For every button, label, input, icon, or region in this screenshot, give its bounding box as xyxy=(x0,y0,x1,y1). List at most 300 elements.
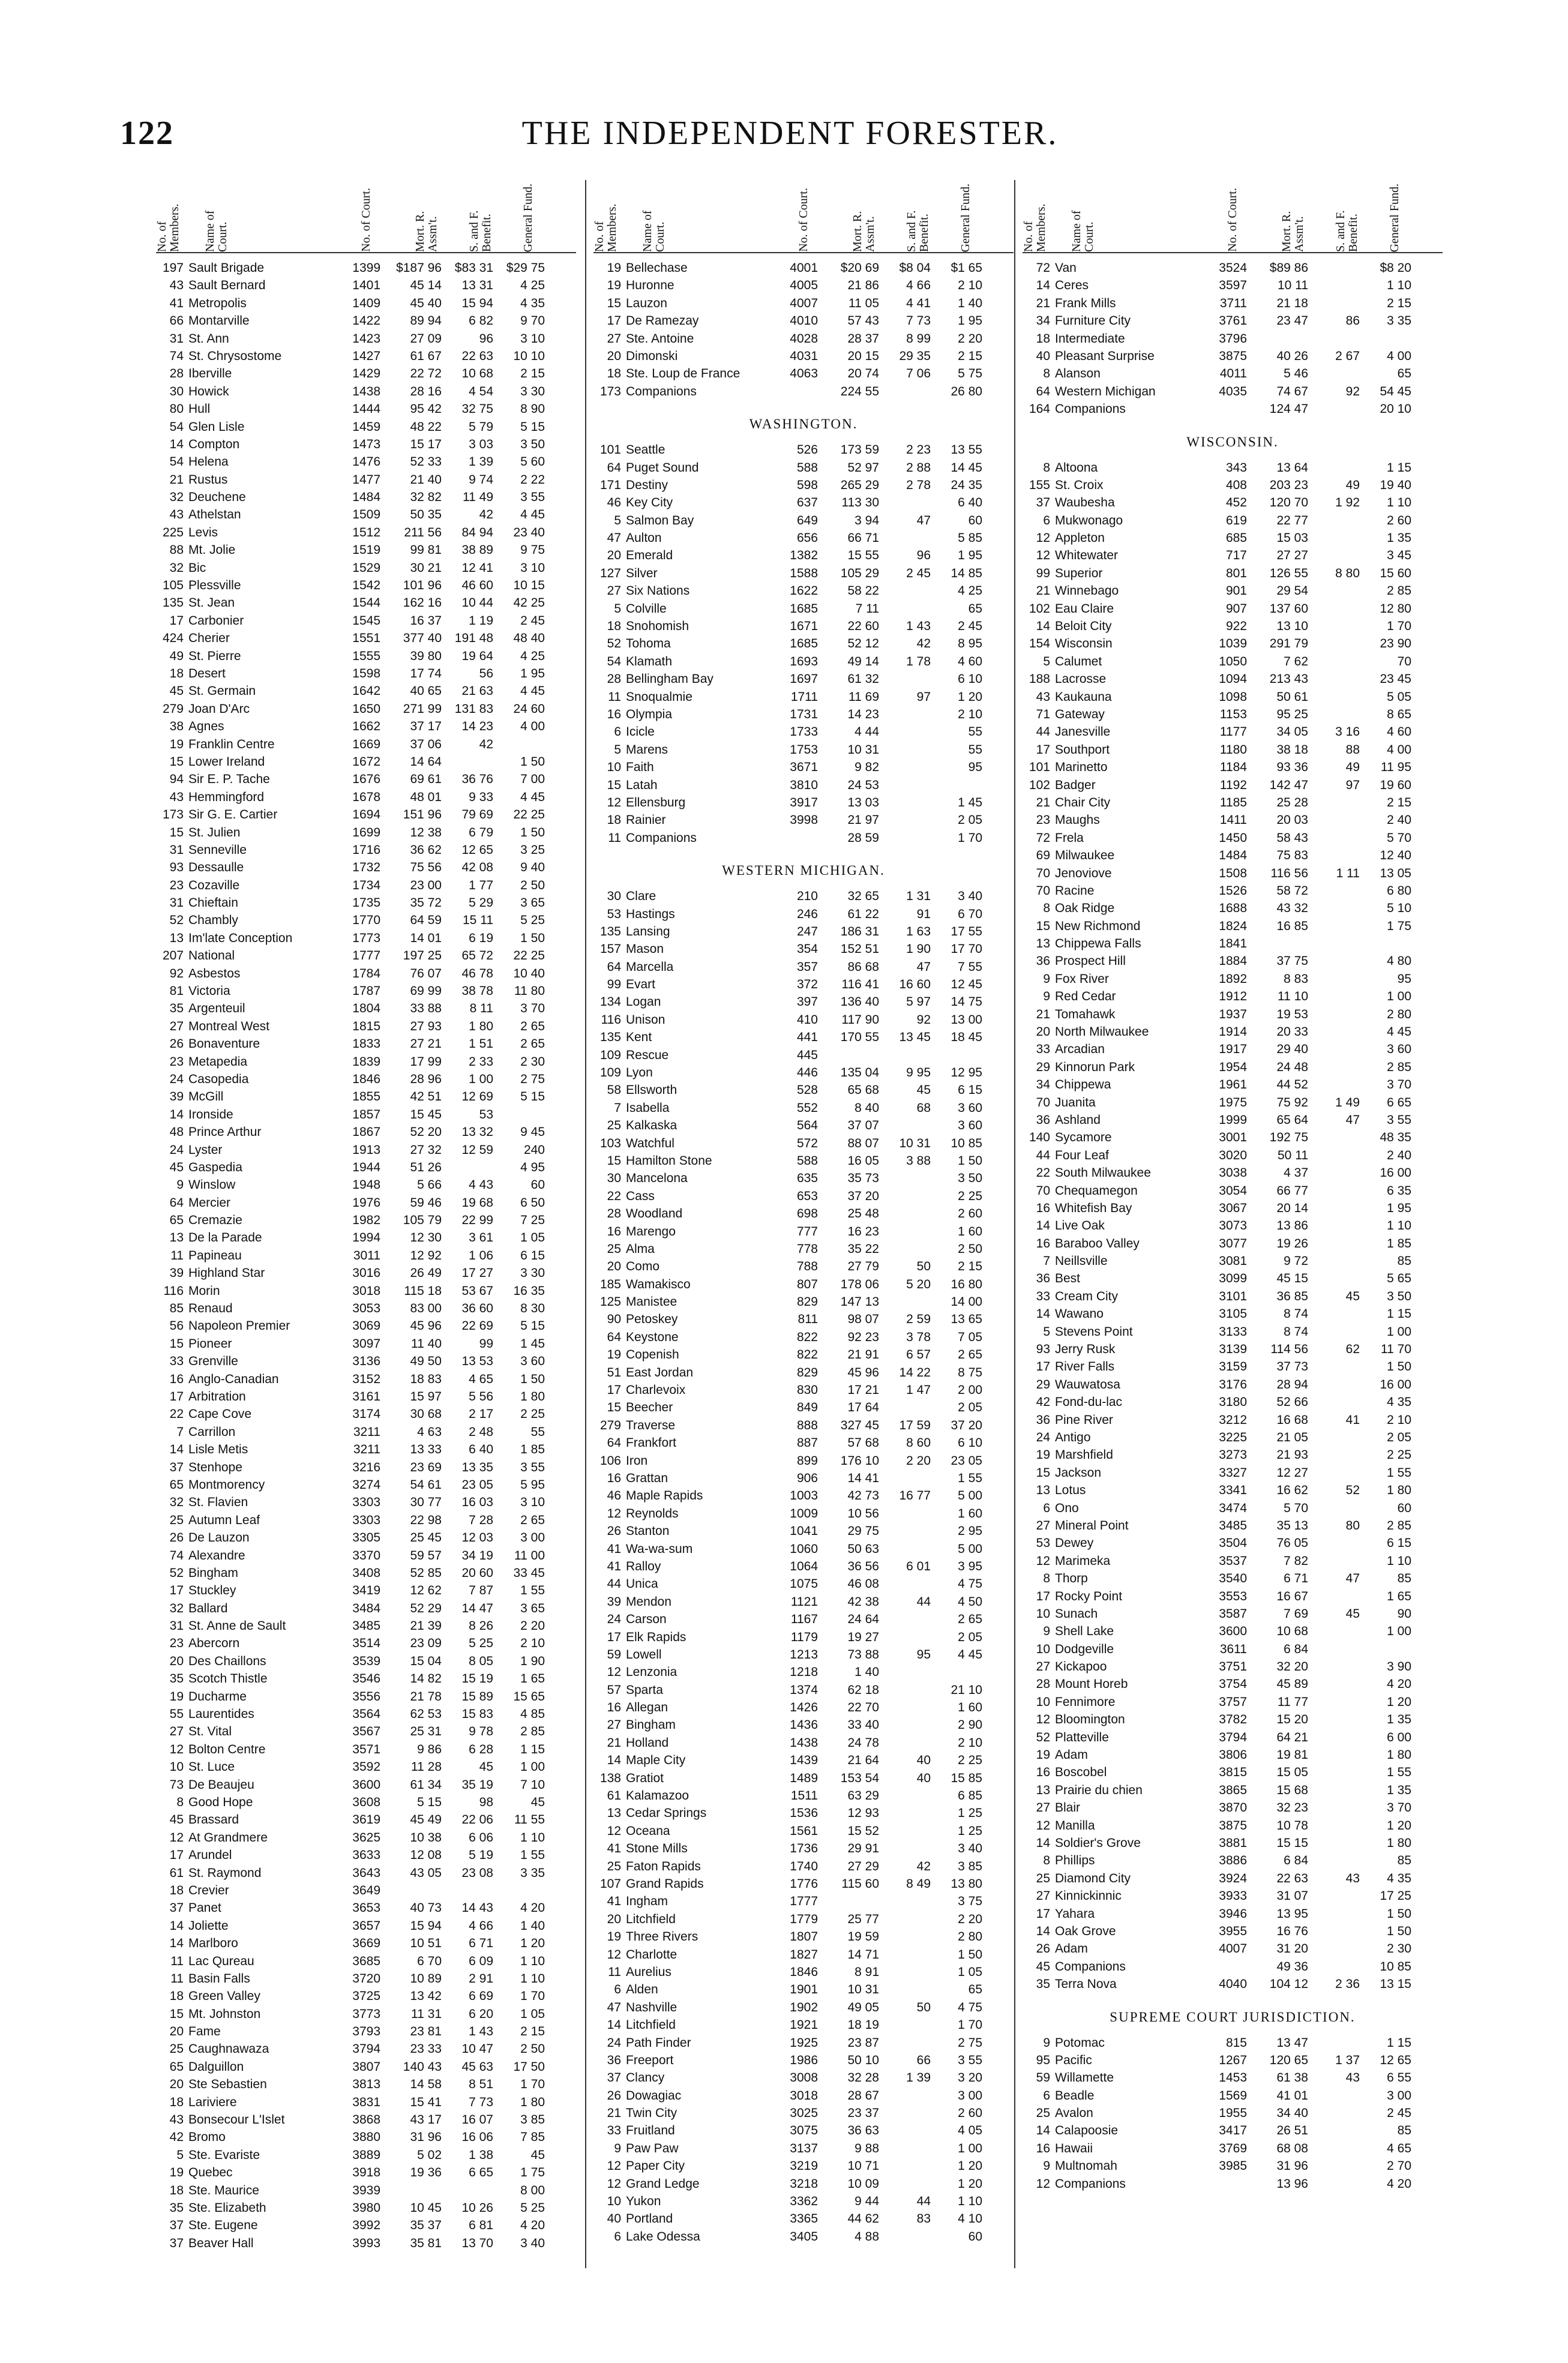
cell-court-no: 1401 xyxy=(352,278,380,293)
cell-members: 57 xyxy=(607,1683,621,1697)
cell-sick-funeral xyxy=(1312,1040,1363,1058)
table-row xyxy=(156,1564,576,1582)
cell-general-fund: 4 50 xyxy=(958,1594,982,1609)
cell-general-fund: 21 10 xyxy=(951,1683,982,1697)
cell-sick-funeral: 3 03 xyxy=(469,437,493,451)
cell-court-name: Unison xyxy=(626,1012,665,1027)
cell-general-fund: 33 45 xyxy=(513,1566,545,1580)
cell-members: 16 xyxy=(1036,1765,1050,1780)
cell-sick-funeral xyxy=(1312,1905,1363,1923)
cell-mortuary: 15 17 xyxy=(410,437,442,451)
cell-court-name: Appleton xyxy=(1055,531,1105,545)
cell-court-no: 3998 xyxy=(790,813,818,827)
cell-general-fund: $8 20 xyxy=(1380,261,1411,275)
cell-members: 36 xyxy=(607,2053,621,2067)
cell-sick-funeral: 1 37 xyxy=(1335,2053,1360,2067)
cell-general-fund: 5 15 xyxy=(520,419,545,434)
cell-court-name: Helena xyxy=(188,455,229,469)
cell-mortuary: 30 68 xyxy=(410,1407,442,1422)
cell-sick-funeral: 10 31 xyxy=(899,1136,931,1150)
table-row xyxy=(156,1212,576,1229)
cell-sick-funeral: 1 11 xyxy=(1336,866,1360,880)
cell-general-fund: 8 30 xyxy=(520,1302,545,1316)
cell-court-no: 1218 xyxy=(790,1665,818,1680)
cell-general-fund: 2 15 xyxy=(958,349,982,363)
cell-sick-funeral xyxy=(1312,1164,1363,1182)
cell-sick-funeral: 41 xyxy=(1345,1413,1360,1427)
cell-general-fund: 1 20 xyxy=(1387,1695,1411,1709)
cell-sick-funeral xyxy=(883,1188,934,1205)
cell-general-fund: 1 55 xyxy=(1387,1765,1411,1780)
cell-court-no: 1642 xyxy=(352,684,380,698)
cell-general-fund: 1 95 xyxy=(520,666,545,680)
cell-members: 279 xyxy=(162,701,184,716)
table-row xyxy=(593,1099,1014,1117)
cell-general-fund: 65 xyxy=(1397,367,1411,381)
cell-sick-funeral xyxy=(1312,1641,1363,1658)
cell-mortuary: 15 05 xyxy=(1276,1765,1308,1780)
cell-general-fund: 17 70 xyxy=(951,942,982,956)
cell-members: 41 xyxy=(607,1894,621,1909)
cell-sick-funeral: 4 66 xyxy=(906,278,931,293)
cell-sick-funeral: 12 03 xyxy=(461,1531,493,1545)
cell-court-name: Avalon xyxy=(1055,2106,1093,2121)
table-row xyxy=(156,330,576,347)
cell-court-no: 1429 xyxy=(352,367,380,381)
cell-sick-funeral xyxy=(1312,635,1363,652)
table-row xyxy=(593,617,1014,635)
cell-general-fund: 2 60 xyxy=(958,1207,982,1221)
cell-sick-funeral: 6 79 xyxy=(469,825,493,839)
cell-general-fund: 1 40 xyxy=(958,296,982,310)
cell-court-no: 637 xyxy=(796,496,818,510)
cell-court-no: 3657 xyxy=(352,1918,380,1933)
cell-court-no: 1733 xyxy=(790,725,818,739)
cell-court-name: Grand Ledge xyxy=(626,2176,700,2191)
cell-court-no: 3176 xyxy=(1219,1377,1247,1392)
table-row xyxy=(1023,547,1443,564)
cell-members: 125 xyxy=(599,1295,621,1309)
cell-mortuary: 98 07 xyxy=(847,1312,879,1327)
cell-members: 173 xyxy=(599,384,621,398)
cell-general-fund: 70 xyxy=(1397,654,1411,668)
cell-members: 9 xyxy=(176,1178,184,1192)
cell-general-fund: 3 65 xyxy=(520,896,545,910)
table-row xyxy=(156,841,576,859)
cell-members: 16 xyxy=(607,1701,621,1715)
cell-members: 59 xyxy=(607,1647,621,1662)
cell-mortuary: 21 91 xyxy=(847,1348,879,1362)
cell-court-name: Six Nations xyxy=(626,584,690,598)
cell-mortuary: 4 44 xyxy=(855,725,879,739)
cell-mortuary: 21 78 xyxy=(410,1689,442,1704)
cell-members: 25 xyxy=(607,1118,621,1133)
cell-court-name: At Grandmere xyxy=(188,1830,268,1845)
cell-court-name: Rescue xyxy=(626,1048,669,1062)
cell-court-name: Frank Mills xyxy=(1055,296,1116,310)
cell-court-no: 3597 xyxy=(1219,278,1247,293)
cell-sick-funeral: 1 63 xyxy=(906,924,931,938)
cell-members: 15 xyxy=(169,1336,184,1351)
cell-members: 101 xyxy=(599,443,621,457)
cell-sick-funeral: 15 83 xyxy=(461,1707,493,1722)
cell-mortuary: 65 68 xyxy=(847,1083,879,1097)
cell-mortuary: 17 99 xyxy=(410,1054,442,1069)
cell-general-fund: 12 40 xyxy=(1380,848,1411,863)
cell-members: 29 xyxy=(1036,1377,1050,1392)
table-row xyxy=(156,1688,576,1705)
cell-court-no: 3001 xyxy=(1219,1130,1247,1145)
cell-sick-funeral: 34 19 xyxy=(461,1548,493,1563)
cell-court-no: 588 xyxy=(796,1153,818,1168)
cell-mortuary: 137 60 xyxy=(1269,601,1308,616)
table-row xyxy=(1023,1147,1443,1164)
cell-court-name: Ste. Antoine xyxy=(626,331,694,346)
cell-court-no: 829 xyxy=(796,1295,818,1309)
cell-mortuary: 105 29 xyxy=(840,566,879,580)
cell-court-name: Pioneer xyxy=(188,1336,232,1351)
cell-court-name: Highland Star xyxy=(188,1266,265,1281)
cell-court-no: 3751 xyxy=(1219,1660,1247,1674)
cell-mortuary: 11 31 xyxy=(411,2007,442,2021)
cell-sick-funeral: 12 69 xyxy=(461,1090,493,1104)
cell-general-fund: 1 60 xyxy=(958,1701,982,1715)
cell-court-no: 807 xyxy=(796,1277,818,1291)
table-row xyxy=(156,700,576,718)
cell-court-name: Arbitration xyxy=(188,1390,246,1404)
cell-general-fund: 1 55 xyxy=(958,1471,982,1485)
cell-general-fund: 3 60 xyxy=(958,1100,982,1115)
cell-general-fund: 4 00 xyxy=(1387,349,1411,363)
table-row xyxy=(593,1381,1014,1399)
cell-sick-funeral xyxy=(1312,2087,1363,2104)
cell-members: 10 xyxy=(607,760,621,775)
cell-general-fund: 45 xyxy=(530,2148,545,2162)
table-row xyxy=(156,1776,576,1794)
cell-court-no: 1914 xyxy=(1219,1025,1247,1039)
cell-court-name: Stevens Point xyxy=(1055,1324,1133,1339)
cell-court-no: 830 xyxy=(796,1383,818,1398)
table-row xyxy=(156,1512,576,1529)
cell-members: 22 xyxy=(607,1189,621,1203)
cell-court-name: Huronne xyxy=(626,278,674,293)
cell-sick-funeral: 19 64 xyxy=(461,649,493,663)
cell-sick-funeral: 66 xyxy=(916,2053,931,2067)
column-1 xyxy=(156,180,576,2268)
cell-members: 105 xyxy=(162,578,184,593)
cell-general-fund xyxy=(934,1046,982,1064)
cell-sick-funeral: 50 xyxy=(916,1260,931,1274)
cell-court-name: St. Anne de Sault xyxy=(188,1619,286,1633)
table-row xyxy=(156,1229,576,1246)
cell-general-fund: 16 80 xyxy=(951,1277,982,1291)
cell-general-fund: 4 60 xyxy=(1387,725,1411,739)
table-row xyxy=(156,1000,576,1017)
cell-sick-funeral xyxy=(1312,1958,1363,1975)
cell-sick-funeral: 8 49 xyxy=(906,1876,931,1891)
cell-members: 55 xyxy=(169,1707,184,1722)
cell-court-name: Rustus xyxy=(188,472,228,487)
cell-court-name: St. Pierre xyxy=(188,649,241,663)
cell-general-fund: 6 00 xyxy=(1387,1730,1411,1744)
table-row xyxy=(1023,512,1443,529)
cell-members: 12 xyxy=(607,1665,621,1680)
table-row xyxy=(156,1494,576,1511)
cell-mortuary: 32 20 xyxy=(1276,1660,1308,1674)
table-row xyxy=(593,1081,1014,1099)
cell-members: 22 xyxy=(1036,1166,1050,1180)
cell-sick-funeral xyxy=(1312,1817,1363,1834)
cell-mortuary: 13 95 xyxy=(1276,1906,1308,1921)
table-row xyxy=(593,958,1014,976)
cell-mortuary: 105 79 xyxy=(403,1213,442,1228)
cell-mortuary: 35 37 xyxy=(410,2218,442,2233)
cell-court-no: 3537 xyxy=(1219,1554,1247,1568)
cell-court-name: Quebec xyxy=(188,2166,233,2180)
cell-mortuary: 36 62 xyxy=(410,842,442,857)
cell-sick-funeral xyxy=(1312,935,1363,952)
table-row xyxy=(593,1223,1014,1240)
table-row xyxy=(593,670,1014,688)
cell-members: 21 xyxy=(1036,296,1050,310)
cell-members: 7 xyxy=(176,1425,184,1439)
cell-court-name: Gratiot xyxy=(626,1771,664,1785)
cell-members: 92 xyxy=(169,966,184,980)
cell-mortuary: 22 70 xyxy=(847,1701,879,1715)
cell-court-name: Sault Brigade xyxy=(188,261,265,275)
cell-sick-funeral xyxy=(1312,1782,1363,1799)
cell-court-no: 3865 xyxy=(1219,1783,1247,1797)
cell-members: 21 xyxy=(1036,795,1050,809)
cell-court-name: Fox River xyxy=(1055,971,1109,986)
cell-sick-funeral xyxy=(1312,1887,1363,1905)
cell-members: 109 xyxy=(599,1066,621,1080)
table-row xyxy=(593,2087,1014,2104)
cell-members: 36 xyxy=(1036,1413,1050,1427)
cell-general-fund: 3 25 xyxy=(520,842,545,857)
cell-general-fund: 2 25 xyxy=(958,1753,982,1768)
table-rows xyxy=(1023,2034,1443,2193)
table-row xyxy=(1023,935,1443,952)
cell-sick-funeral: 46 60 xyxy=(461,578,493,593)
cell-court-name: Stanton xyxy=(626,1524,670,1539)
table-row xyxy=(593,529,1014,547)
cell-court-name: Stuckley xyxy=(188,1584,236,1598)
cell-sick-funeral: 14 23 xyxy=(461,719,493,734)
cell-court-name: McGill xyxy=(188,1090,224,1104)
cell-court-no: 3211 xyxy=(353,1425,380,1439)
cell-members: 39 xyxy=(169,1266,184,1281)
cell-sick-funeral xyxy=(1312,2104,1363,2122)
cell-court-name: Companions xyxy=(626,384,697,398)
cell-sick-funeral xyxy=(1312,1006,1363,1023)
table-row xyxy=(593,1716,1014,1734)
cell-general-fund: 2 50 xyxy=(520,878,545,892)
cell-general-fund: 2 25 xyxy=(958,1189,982,1203)
cell-general-fund: 23 90 xyxy=(1380,637,1411,651)
cell-court-name: Franklin Centre xyxy=(188,737,275,751)
cell-mortuary: 12 30 xyxy=(410,1231,442,1245)
cell-mortuary: 76 07 xyxy=(410,966,442,980)
cell-sick-funeral xyxy=(1312,811,1363,829)
cell-members: 15 xyxy=(607,1401,621,1415)
cell-mortuary: 12 08 xyxy=(410,1848,442,1863)
cell-court-name: Sycamore xyxy=(1055,1130,1112,1145)
cell-general-fund: 4 25 xyxy=(958,584,982,598)
cell-members: 9 xyxy=(614,2141,621,2155)
table-row xyxy=(593,776,1014,794)
table-row xyxy=(593,1188,1014,1205)
table-row xyxy=(156,1882,576,1899)
cell-general-fund: 4 75 xyxy=(958,2000,982,2014)
cell-court-no: 4007 xyxy=(1219,1942,1247,1956)
cell-court-name: Stone Mills xyxy=(626,1842,688,1856)
cell-court-no: 1693 xyxy=(790,654,818,668)
cell-members: 6 xyxy=(1043,1501,1050,1515)
cell-court-no: 3711 xyxy=(1219,296,1247,310)
cell-general-fund: 12 95 xyxy=(951,1066,982,1080)
cell-sick-funeral xyxy=(883,2228,934,2245)
table-row xyxy=(1023,2175,1443,2193)
cell-sick-funeral: 15 89 xyxy=(461,1689,493,1704)
cell-court-no: 3514 xyxy=(352,1636,380,1651)
table-row xyxy=(593,2069,1014,2086)
cell-members: 43 xyxy=(169,508,184,522)
cell-court-name: Tomahawk xyxy=(1055,1007,1116,1021)
cell-mortuary: 20 33 xyxy=(1276,1025,1308,1039)
table-row xyxy=(593,1240,1014,1258)
cell-court-no: 1427 xyxy=(352,349,380,363)
cell-general-fund: 1 15 xyxy=(1387,2035,1411,2050)
cell-mortuary: 327 45 xyxy=(840,1418,879,1432)
cell-members: 16 xyxy=(1036,1201,1050,1215)
cell-court-no: 441 xyxy=(796,1030,818,1045)
cell-general-fund: 1 60 xyxy=(958,1224,982,1239)
cell-members: 53 xyxy=(1036,1536,1050,1551)
cell-general-fund: 16 35 xyxy=(513,1284,545,1298)
table-row xyxy=(1023,1570,1443,1587)
cell-mortuary: 39 80 xyxy=(410,649,442,663)
cell-members: 8 xyxy=(1043,1572,1050,1586)
cell-mortuary: 28 94 xyxy=(1276,1377,1308,1392)
cell-general-fund: 1 50 xyxy=(1387,1906,1411,1921)
header-court: Name of Court. xyxy=(1070,210,1096,252)
cell-sick-funeral xyxy=(1312,1182,1363,1200)
cell-court-no: 3405 xyxy=(790,2229,818,2244)
cell-court-no: 1213 xyxy=(790,1647,818,1662)
cell-members: 17 xyxy=(169,1390,184,1404)
section-title-washington: WASHINGTON. xyxy=(749,416,858,432)
cell-members: 23 xyxy=(1036,813,1050,827)
table-row xyxy=(593,1928,1014,1945)
cell-mortuary: 32 65 xyxy=(847,889,879,904)
cell-mortuary: 5 66 xyxy=(417,1178,442,1192)
cell-sick-funeral: 32 75 xyxy=(461,402,493,416)
cell-court-name: Silver xyxy=(626,566,658,580)
cell-members: 35 xyxy=(169,2200,184,2215)
cell-members: 23 xyxy=(169,1636,184,1651)
cell-court-no: 1855 xyxy=(352,1090,380,1104)
table-row xyxy=(593,1205,1014,1222)
cell-general-fund: 1 70 xyxy=(1387,619,1411,634)
cell-mortuary: 59 57 xyxy=(410,1548,442,1563)
cell-sick-funeral: 53 xyxy=(479,1107,493,1121)
cell-mortuary: 377 40 xyxy=(403,631,442,646)
cell-general-fund: 2 85 xyxy=(1387,584,1411,598)
cell-court-no: 3097 xyxy=(352,1336,380,1351)
table-row xyxy=(1023,1270,1443,1287)
table-row xyxy=(156,877,576,894)
cell-members: 135 xyxy=(162,596,184,610)
cell-sick-funeral: 12 65 xyxy=(461,842,493,857)
cell-members: 6 xyxy=(614,725,621,739)
cell-court-no: 1519 xyxy=(352,543,380,557)
cell-mortuary: 14 82 xyxy=(410,1672,442,1686)
table-row xyxy=(593,1258,1014,1275)
cell-court-name: Ashland xyxy=(1055,1112,1101,1127)
cell-court-name: Alden xyxy=(626,1983,658,1997)
cell-general-fund: $1 65 xyxy=(951,261,982,275)
cell-general-fund: 6 15 xyxy=(958,1083,982,1097)
cell-court-name: Unica xyxy=(626,1577,658,1591)
cell-court-no: 3924 xyxy=(1219,1871,1247,1885)
cell-general-fund: 37 20 xyxy=(951,1418,982,1432)
table-row xyxy=(593,1135,1014,1152)
cell-mortuary: 42 73 xyxy=(847,1489,879,1503)
cell-members: 107 xyxy=(599,1876,621,1891)
cell-members: 157 xyxy=(599,942,621,956)
cell-court-name: Crevier xyxy=(188,1883,229,1897)
cell-sick-funeral xyxy=(883,776,934,794)
cell-members: 8 xyxy=(1043,367,1050,381)
table-row xyxy=(156,436,576,453)
cell-general-fund: 5 85 xyxy=(958,531,982,545)
table-row xyxy=(593,1752,1014,1769)
cell-court-no: 1511 xyxy=(790,1789,818,1803)
cell-members: 40 xyxy=(607,2212,621,2226)
cell-court-no: 1489 xyxy=(790,1771,818,1785)
cell-sick-funeral: 6 81 xyxy=(469,2218,493,2233)
table-row xyxy=(156,577,576,594)
cell-court-name: Lauzon xyxy=(626,296,667,310)
cell-general-fund: 4 35 xyxy=(1387,1395,1411,1410)
cell-court-name: Dimonski xyxy=(626,349,678,363)
cell-general-fund: 5 15 xyxy=(520,1090,545,1104)
cell-members: 19 xyxy=(169,1689,184,1704)
cell-court-no: 1484 xyxy=(1219,848,1247,863)
cell-mortuary: 7 62 xyxy=(1284,654,1308,668)
cell-general-fund: 1 00 xyxy=(1387,1624,1411,1639)
cell-court-no: 3011 xyxy=(353,1248,380,1263)
cell-general-fund: 6 85 xyxy=(958,1789,982,1803)
cell-sick-funeral: 56 xyxy=(479,666,493,680)
cell-general-fund: 2 40 xyxy=(1387,813,1411,827)
table-row xyxy=(156,2146,576,2164)
cell-mortuary: 124 47 xyxy=(1269,402,1308,416)
cell-sick-funeral: 3 16 xyxy=(1335,725,1360,739)
cell-sick-funeral xyxy=(1312,1834,1363,1852)
cell-members: 19 xyxy=(1036,1448,1050,1462)
cell-court-no: 778 xyxy=(796,1242,818,1256)
table-row xyxy=(1023,1235,1443,1252)
cell-court-no: 1569 xyxy=(1219,2088,1247,2103)
cell-mortuary: 50 10 xyxy=(847,2053,879,2067)
cell-sick-funeral xyxy=(883,758,934,776)
cell-members: 93 xyxy=(169,860,184,875)
cell-court-name: Prairie du chien xyxy=(1055,1783,1143,1797)
cell-members: 6 xyxy=(614,1983,621,1997)
cell-sick-funeral: 8 51 xyxy=(469,2077,493,2092)
